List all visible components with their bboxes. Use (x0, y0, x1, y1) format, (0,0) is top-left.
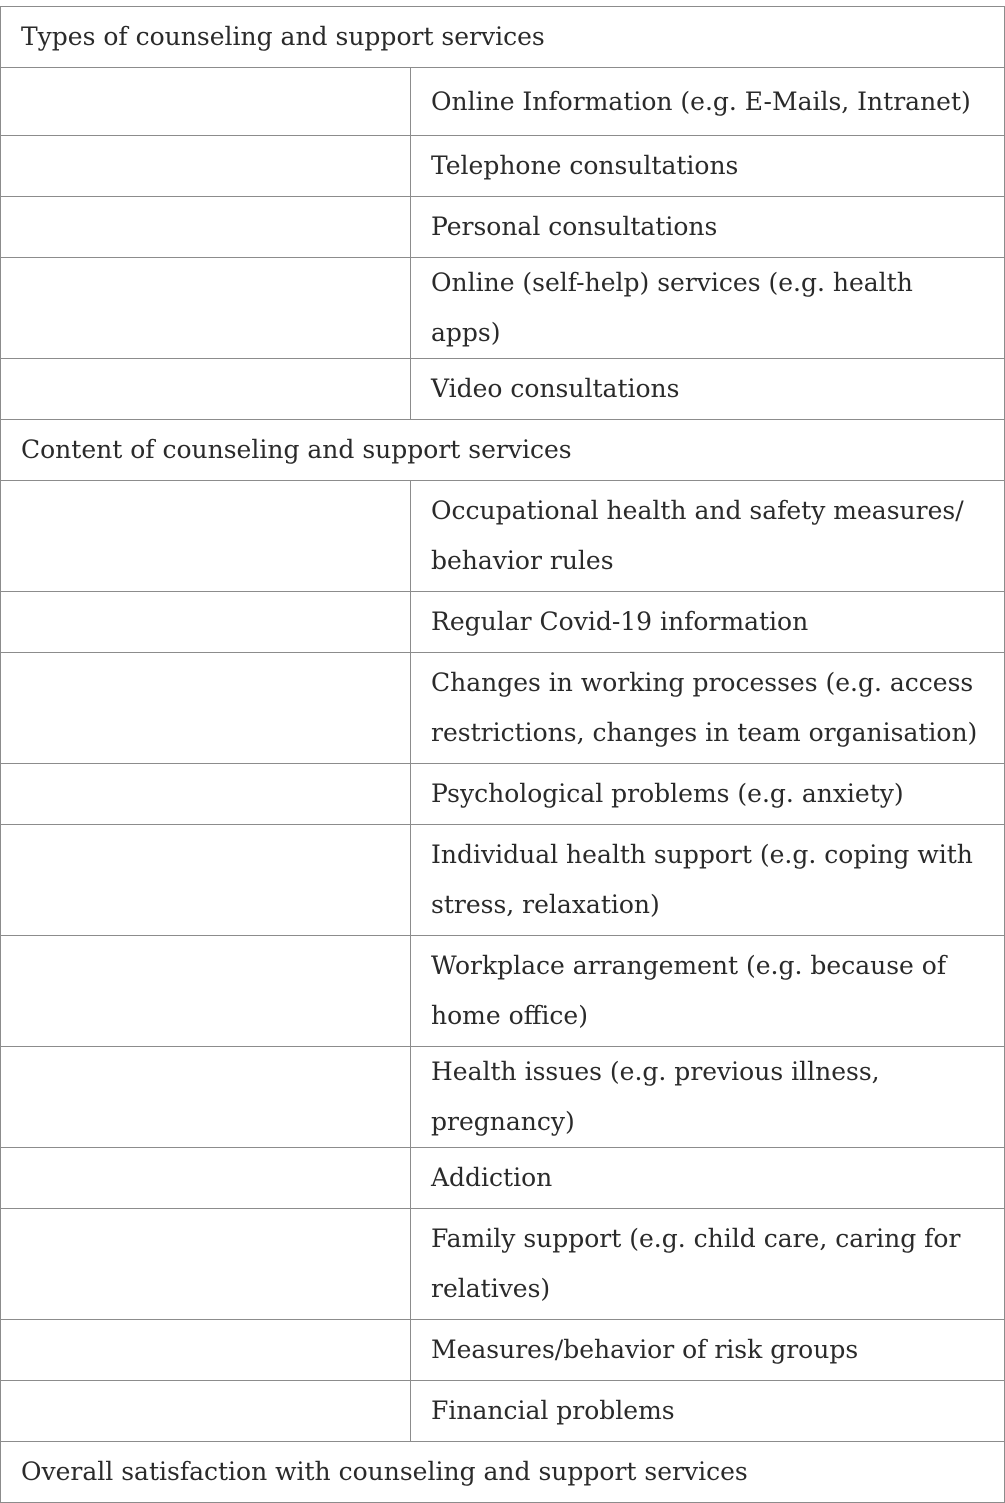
empty-cell (1, 359, 411, 420)
section-title: Content of counseling and support services (1, 420, 1005, 481)
empty-cell (1, 825, 411, 936)
item-cell: Occupational health and safety measures/ behavior rules (411, 481, 1005, 592)
item-cell: Video consultations (411, 359, 1005, 420)
item-cell: Workplace arrangement (e.g. because of home office) (411, 936, 1005, 1047)
empty-cell (1, 653, 411, 764)
section-row (1, 7, 1005, 68)
section-row (1, 420, 1005, 481)
table-row (1, 1381, 1005, 1442)
table-row (1, 136, 1005, 197)
section-title: Overall satisfaction with counseling and support services (1, 1442, 1005, 1503)
empty-cell (1, 1209, 411, 1320)
table-row (1, 481, 1005, 592)
empty-cell (1, 592, 411, 653)
table-row (1, 359, 1005, 420)
empty-cell (1, 764, 411, 825)
table-row (1, 825, 1005, 936)
item-cell: Changes in working processes (e.g. access restrictions, changes in team organisation) (411, 653, 1005, 764)
table-row (1, 1320, 1005, 1381)
item-cell: Personal consultations (411, 197, 1005, 258)
section-row (1, 1442, 1005, 1503)
item-cell: Psychological problems (e.g. anxiety) (411, 764, 1005, 825)
item-cell: Online Information (e.g. E-Mails, Intranet) (411, 68, 1005, 136)
item-cell: Regular Covid-19 information (411, 592, 1005, 653)
empty-cell (1, 1047, 411, 1148)
table-row (1, 68, 1005, 136)
table-row (1, 592, 1005, 653)
item-cell: Online (self-help) services (e.g. health apps) (411, 258, 1005, 359)
item-cell: Telephone consultations (411, 136, 1005, 197)
item-cell: Addiction (411, 1148, 1005, 1209)
table-row (1, 1209, 1005, 1320)
empty-cell (1, 1381, 411, 1442)
table-row (1, 936, 1005, 1047)
empty-cell (1, 136, 411, 197)
empty-cell (1, 258, 411, 359)
table-row (1, 764, 1005, 825)
section-title: Types of counseling and support services (1, 7, 1005, 68)
services-table (0, 6, 1005, 1503)
table-row (1, 1148, 1005, 1209)
table-row (1, 197, 1005, 258)
empty-cell (1, 1320, 411, 1381)
empty-cell (1, 68, 411, 136)
table-row (1, 258, 1005, 359)
item-cell: Measures/behavior of risk groups (411, 1320, 1005, 1381)
item-cell: Health issues (e.g. previous illness, pregnancy) (411, 1047, 1005, 1148)
empty-cell (1, 197, 411, 258)
table-row (1, 1047, 1005, 1148)
item-cell: Individual health support (e.g. coping with stress, relaxation) (411, 825, 1005, 936)
empty-cell (1, 481, 411, 592)
table-row (1, 653, 1005, 764)
empty-cell (1, 936, 411, 1047)
item-cell: Financial problems (411, 1381, 1005, 1442)
item-cell: Family support (e.g. child care, caring for relatives) (411, 1209, 1005, 1320)
empty-cell (1, 1148, 411, 1209)
